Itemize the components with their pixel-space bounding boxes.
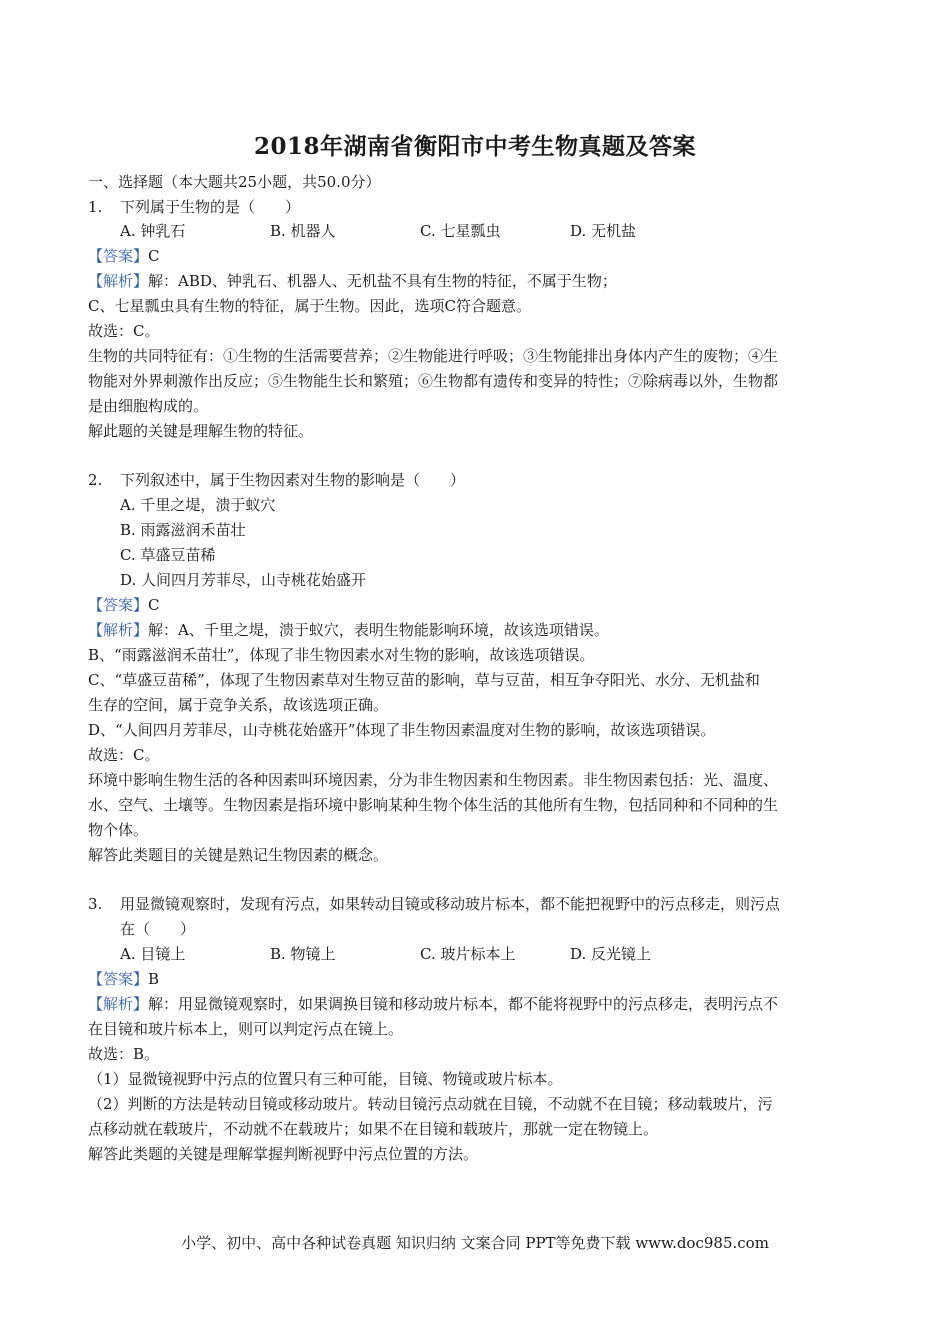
question-number: 3. (88, 895, 103, 913)
analysis-text: （2）判断的方法是转动目镜或移动玻片。转动目镜污点动就在目镜，不动就不在目镜；移动载玻片，污 (88, 1095, 773, 1113)
analysis-text: 解：用显微镜观察时，如果调换目镜和移动玻片标本，都不能将视野中的污点移走，表明污点不 (148, 995, 779, 1013)
analysis-text: 解此题的关键是理解生物的特征。 (88, 422, 314, 440)
question-3-stem (88, 894, 780, 914)
answer-tag: 【答案】 (88, 596, 149, 614)
question-stem-text: 用显微镜观察时，发现有污点，如果转动目镜或移动玻片标本，都不能把视野中的污点移走，则污点 (120, 895, 781, 913)
analysis-text: C、“草盛豆苗稀”，体现了生物因素草对生物豆苗的影响，草与豆苗，相互争夺阳光、水分、无机盐和 (88, 671, 760, 689)
analysis-text: 解：ABD、钟乳石、机器人、无机盐不具有生物的特征，不属于生物； (148, 272, 617, 290)
answer-value: C (148, 596, 160, 614)
question-number: 2. (88, 471, 103, 489)
option-c: C. 玻片标本上 (420, 945, 516, 963)
option-c: C. 七星瓢虫 (420, 222, 501, 240)
question-stem-text: 在（ ） (120, 920, 196, 938)
answer-tag: 【答案】 (88, 247, 149, 265)
analysis-tag: 【解析】 (88, 995, 149, 1013)
question-1-stem (88, 197, 300, 217)
analysis-tag: 【解析】 (88, 621, 149, 639)
analysis-tag: 【解析】 (88, 272, 149, 290)
analysis-line (88, 620, 609, 640)
option-b: B. 机器人 (270, 222, 336, 240)
analysis-text: B、“雨露滋润禾苗壮”，体现了非生物因素水对生物的影响，故该选项错误。 (88, 646, 595, 664)
option-d: D. 人间四月芳菲尽，山寺桃花始盛开 (120, 571, 367, 589)
question-3-options (120, 944, 720, 964)
option-d: D. 反光镜上 (570, 945, 652, 963)
answer-value: C (148, 247, 160, 265)
page-footer: 小学、初中、高中各种试卷真题 知识归纳 文案合同 PPT等免费下载 www.doc985.com (181, 1234, 769, 1252)
analysis-text: 水、空气、土壤等。生物因素是指环境中影响某种生物个体生活的其他所有生物，包括同种和不同种的生 (88, 796, 779, 814)
option-c: C. 草盛豆苗稀 (120, 546, 216, 564)
analysis-text: 解：A、千里之堤，溃于蚁穴，表明生物能影响环境，故该选项错误。 (148, 621, 609, 639)
option-a: A. 千里之堤，溃于蚁穴 (120, 496, 276, 514)
option-a: A. 钟乳石 (120, 222, 186, 240)
analysis-text: 在目镜和玻片标本上，则可以判定污点在镜上。 (88, 1020, 404, 1038)
question-stem-text: 下列属于生物的是（ ） (120, 198, 301, 216)
analysis-text: 解答此类题的关键是理解掌握判断视野中污点位置的方法。 (88, 1145, 479, 1163)
analysis-text: 解答此类题目的关键是熟记生物因素的概念。 (88, 846, 389, 864)
analysis-text: 生存的空间，属于竞争关系，故该选项正确。 (88, 696, 389, 714)
document-title: 2018年湖南省衡阳市中考生物真题及答案 (253, 133, 696, 160)
question-number: 1. (88, 198, 103, 216)
option-b: B. 物镜上 (270, 945, 336, 963)
answer-line (88, 595, 160, 615)
option-b: B. 雨露滋润禾苗壮 (120, 521, 246, 539)
analysis-text: 物能对外界刺激作出反应；⑤生物能生长和繁殖；⑥生物都有遗传和变异的特性；⑦除病毒以外，生物都 (88, 372, 779, 390)
analysis-text: 故选：C。 (88, 322, 160, 340)
answer-tag: 【答案】 (88, 970, 149, 988)
section-heading: 一、选择题（本大题共25小题，共50.0分） (88, 173, 381, 191)
analysis-text: 物个体。 (88, 821, 149, 839)
analysis-text: 故选：B。 (88, 1045, 160, 1063)
answer-value: B (148, 970, 160, 988)
question-stem-text: 下列叙述中，属于生物因素对生物的影响是（ ） (120, 471, 466, 489)
answer-line (88, 246, 160, 266)
analysis-line (88, 994, 778, 1014)
question-1-options (120, 221, 720, 241)
analysis-text: （1）显微镜视野中污点的位置只有三种可能，目镜、物镜或玻片标本。 (88, 1070, 563, 1088)
question-2-stem (88, 470, 465, 490)
analysis-text: 是由细胞构成的。 (88, 397, 209, 415)
analysis-text: 生物的共同特征有：①生物的生活需要营养；②生物能进行呼吸；③生物能排出身体内产生的废物；④生 (88, 347, 779, 365)
analysis-line (88, 271, 617, 291)
analysis-text: C、七星瓢虫具有生物的特征，属于生物。因此，选项C符合题意。 (88, 297, 531, 315)
analysis-text: 点移动就在载玻片，不动就不在载玻片；如果不在目镜和载玻片，那就一定在物镜上。 (88, 1120, 659, 1138)
analysis-text: 环境中影响生物生活的各种因素叫环境因素，分为非生物因素和生物因素。非生物因素包括：光、温度、 (88, 771, 779, 789)
option-a: A. 目镜上 (120, 945, 186, 963)
analysis-text: D、“人间四月芳菲尽，山寺桃花始盛开”体现了非生物因素温度对生物的影响，故该选项错误。 (88, 721, 716, 739)
option-d: D. 无机盐 (570, 222, 637, 240)
analysis-text: 故选：C。 (88, 746, 160, 764)
answer-line (88, 969, 159, 989)
